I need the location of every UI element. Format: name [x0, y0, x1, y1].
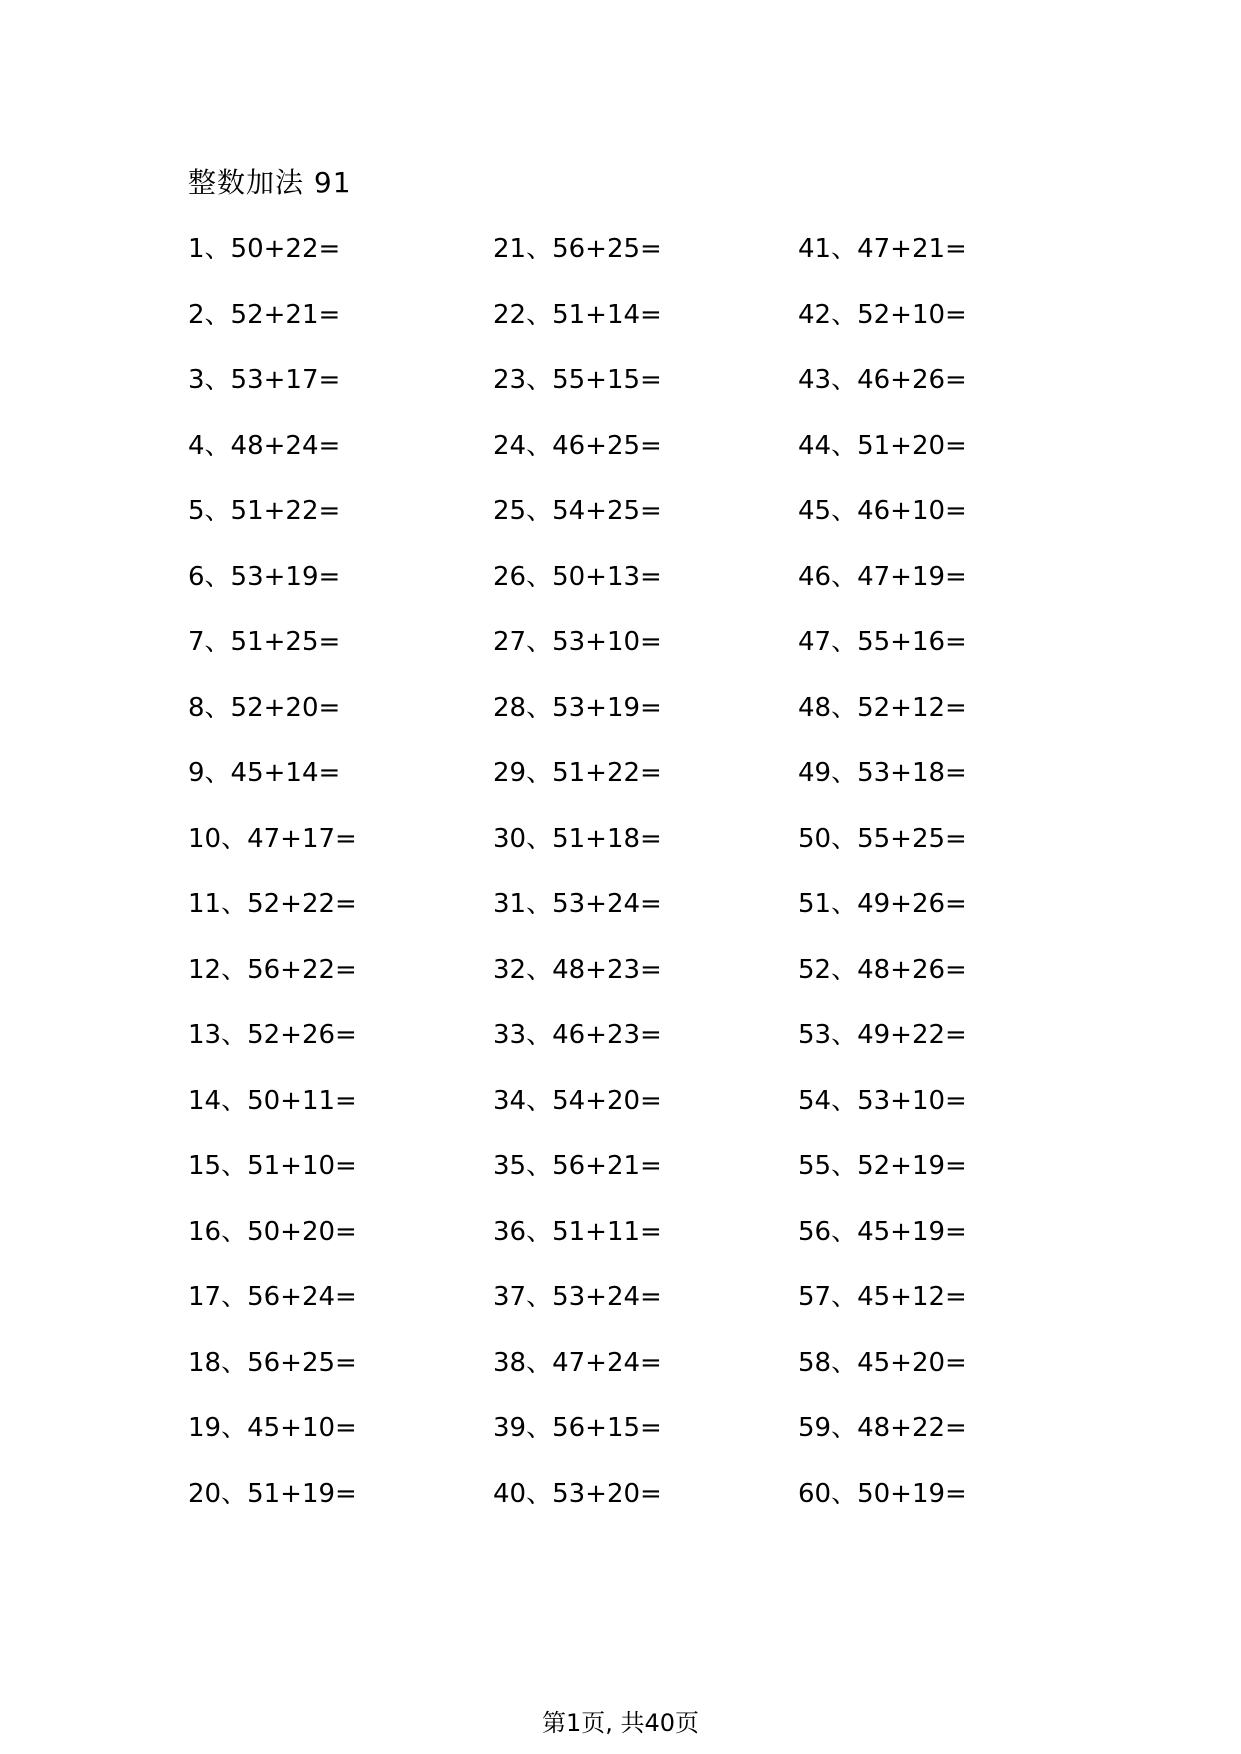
problem-item: 5、51+22= — [188, 496, 341, 526]
problem-item: 42、52+10= — [798, 299, 967, 330]
problem-item: 53、49+22= — [798, 1020, 967, 1050]
problem-item: 51、49+26= — [798, 889, 967, 919]
worksheet-title: 整数加法 91 — [188, 166, 352, 199]
problem-item: 11、52+22= — [188, 889, 357, 919]
problem-item: 52、48+26= — [798, 954, 967, 985]
problem-item: 32、48+23= — [493, 954, 662, 985]
problem-item: 43、46+26= — [798, 365, 967, 395]
problem-item: 34、54+20= — [493, 1085, 662, 1116]
problem-item: 8、52+20= — [188, 692, 341, 723]
problem-item: 49、53+18= — [798, 758, 967, 788]
page-footer: 第1页, 共40页 — [541, 1709, 700, 1737]
problem-item: 24、46+25= — [493, 430, 662, 461]
problem-item: 23、55+15= — [493, 365, 662, 395]
problem-item: 13、52+26= — [188, 1020, 357, 1050]
problem-item: 41、47+21= — [798, 234, 967, 264]
problem-item: 36、51+11= — [493, 1216, 662, 1247]
problem-item: 57、45+12= — [798, 1282, 967, 1312]
problem-item: 28、53+19= — [493, 692, 662, 723]
problem-item: 38、47+24= — [493, 1347, 662, 1378]
problem-item: 14、50+11= — [188, 1085, 357, 1116]
problem-item: 26、50+13= — [493, 561, 662, 592]
problem-item: 15、51+10= — [188, 1151, 357, 1181]
problem-item: 9、45+14= — [188, 758, 341, 788]
problem-item: 33、46+23= — [493, 1020, 662, 1050]
problem-item: 37、53+24= — [493, 1282, 662, 1312]
problem-item: 1、50+22= — [188, 234, 341, 264]
problem-item: 60、50+19= — [798, 1478, 967, 1509]
problem-item: 27、53+10= — [493, 627, 662, 657]
problem-item: 40、53+20= — [493, 1478, 662, 1509]
problem-item: 18、56+25= — [188, 1347, 357, 1378]
problem-item: 29、51+22= — [493, 758, 662, 788]
problem-column-2 — [493, 229, 662, 1539]
problem-item: 45、46+10= — [798, 496, 967, 526]
problem-item: 44、51+20= — [798, 430, 967, 461]
problem-item: 16、50+20= — [188, 1216, 357, 1247]
problem-item: 21、56+25= — [493, 234, 662, 264]
problem-item: 58、45+20= — [798, 1347, 967, 1378]
problem-item: 20、51+19= — [188, 1478, 357, 1509]
problem-item: 50、55+25= — [798, 823, 967, 854]
problem-column-1 — [188, 229, 357, 1539]
problem-item: 2、52+21= — [188, 299, 341, 330]
problem-item: 39、56+15= — [493, 1413, 662, 1443]
problem-item: 59、48+22= — [798, 1413, 967, 1443]
problem-item: 3、53+17= — [188, 365, 341, 395]
problem-item: 10、47+17= — [188, 823, 357, 854]
problem-column-3 — [798, 229, 967, 1539]
problem-item: 31、53+24= — [493, 889, 662, 919]
problem-item: 35、56+21= — [493, 1151, 662, 1181]
problem-item: 30、51+18= — [493, 823, 662, 854]
problem-item: 55、52+19= — [798, 1151, 967, 1181]
problem-item: 12、56+22= — [188, 954, 357, 985]
problem-item: 4、48+24= — [188, 430, 341, 461]
problem-item: 47、55+16= — [798, 627, 967, 657]
problem-item: 56、45+19= — [798, 1216, 967, 1247]
problem-item: 46、47+19= — [798, 561, 967, 592]
problem-item: 7、51+25= — [188, 627, 341, 657]
problem-item: 17、56+24= — [188, 1282, 357, 1312]
problem-item: 25、54+25= — [493, 496, 662, 526]
problem-item: 48、52+12= — [798, 692, 967, 723]
problem-item: 54、53+10= — [798, 1085, 967, 1116]
problem-item: 22、51+14= — [493, 299, 662, 330]
problem-item: 19、45+10= — [188, 1413, 357, 1443]
problem-item: 6、53+19= — [188, 561, 341, 592]
